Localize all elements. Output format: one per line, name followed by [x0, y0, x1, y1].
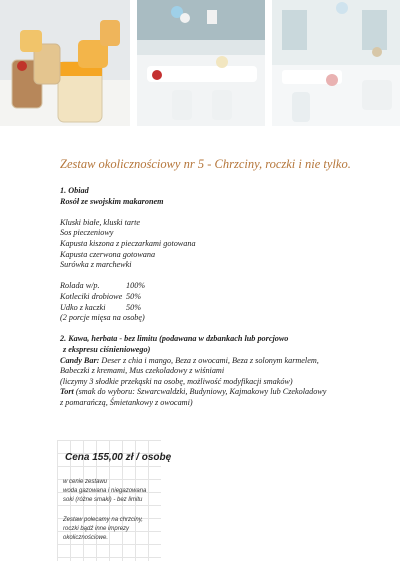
- meat-name: Kotleciki drobiowe: [60, 291, 123, 301]
- tort-label: Tort: [60, 387, 74, 397]
- soup-item: Rosół ze swojskim makaronem: [60, 196, 164, 206]
- price-label: Cena 155,00 zł / osobę: [65, 452, 172, 463]
- decorated-tables-image: [272, 0, 400, 126]
- price-box: [57, 440, 172, 561]
- section1-heading: 1. Obiad: [60, 186, 89, 195]
- dessert-jars-photo: [0, 0, 130, 126]
- menu-body: [60, 186, 360, 408]
- side-item: Kapusta czerwona gotowana: [60, 249, 156, 259]
- recommend-line: roczki bądź inne imprezy: [63, 526, 130, 532]
- side-item: Kluski białe, kluski tarte: [60, 217, 141, 227]
- meat-row: [60, 281, 360, 292]
- recommend-line: Zestaw polecamy na chrzciny,: [63, 517, 143, 523]
- candy-bar-note: (liczymy 3 słodkie przekąski na osobę, możliwość modyfikacji smaków): [60, 376, 293, 386]
- tort-line2: z pomarańczą, Śmietankowy z owocami): [60, 397, 193, 407]
- meat-pct: 50%: [126, 302, 142, 312]
- included-line: soki (różne smaki) - bez limitu: [63, 497, 143, 503]
- dessert-jars-image: [0, 0, 130, 126]
- side-item: Sos pieczeniowy: [60, 228, 114, 238]
- tort-line: [60, 387, 360, 398]
- meat-row: [60, 292, 360, 303]
- meat-name: Rolada w/p.: [60, 281, 100, 291]
- candy-bar-line2: Babeczki z kremami, Mus czekoladowy z wiśniami: [60, 366, 225, 376]
- meat-row: [60, 303, 360, 314]
- tort-text: (smak do wyboru: Szwarcwaldzki, Budyniowy, Kajmakowy lub Czekoladowy: [73, 387, 327, 397]
- side-item: Kapusta kiszona z pieczarkami gotowana: [60, 238, 196, 248]
- candy-bar-label: Candy Bar:: [60, 355, 100, 365]
- hall-photo-1: [137, 0, 265, 126]
- photo-strip: [0, 0, 400, 126]
- meat-pct: 50%: [126, 291, 142, 301]
- meat-note: (2 porcje mięsa na osobę): [60, 313, 145, 323]
- candy-bar-line: [60, 356, 360, 367]
- banquet-hall-image: [137, 0, 265, 126]
- meat-pct: 100%: [126, 281, 146, 291]
- included-line: woda gazowana i niegazowana: [63, 488, 147, 494]
- section2-heading-cont: z ekspresu ciśnieniowego): [63, 344, 151, 354]
- recommend-line: okolicznościowe.: [63, 535, 109, 541]
- side-item: Surówka z marchewki: [60, 260, 132, 270]
- candy-bar-text: Deser z chia i mango, Beza z owocami, Beza z solonym karmelem,: [99, 355, 319, 365]
- section2-heading: 2. Kawa, herbata - bez limitu (podawana w dzbankach lub porcjowo: [60, 334, 289, 344]
- included-line: w cenie zestawu: [63, 479, 108, 485]
- page-title: Zestaw okolicznościowy nr 5 - Chrzciny, roczki i nie tylko.: [60, 157, 351, 171]
- hall-photo-2: [272, 0, 400, 126]
- meat-name: Udko z kaczki: [60, 302, 106, 312]
